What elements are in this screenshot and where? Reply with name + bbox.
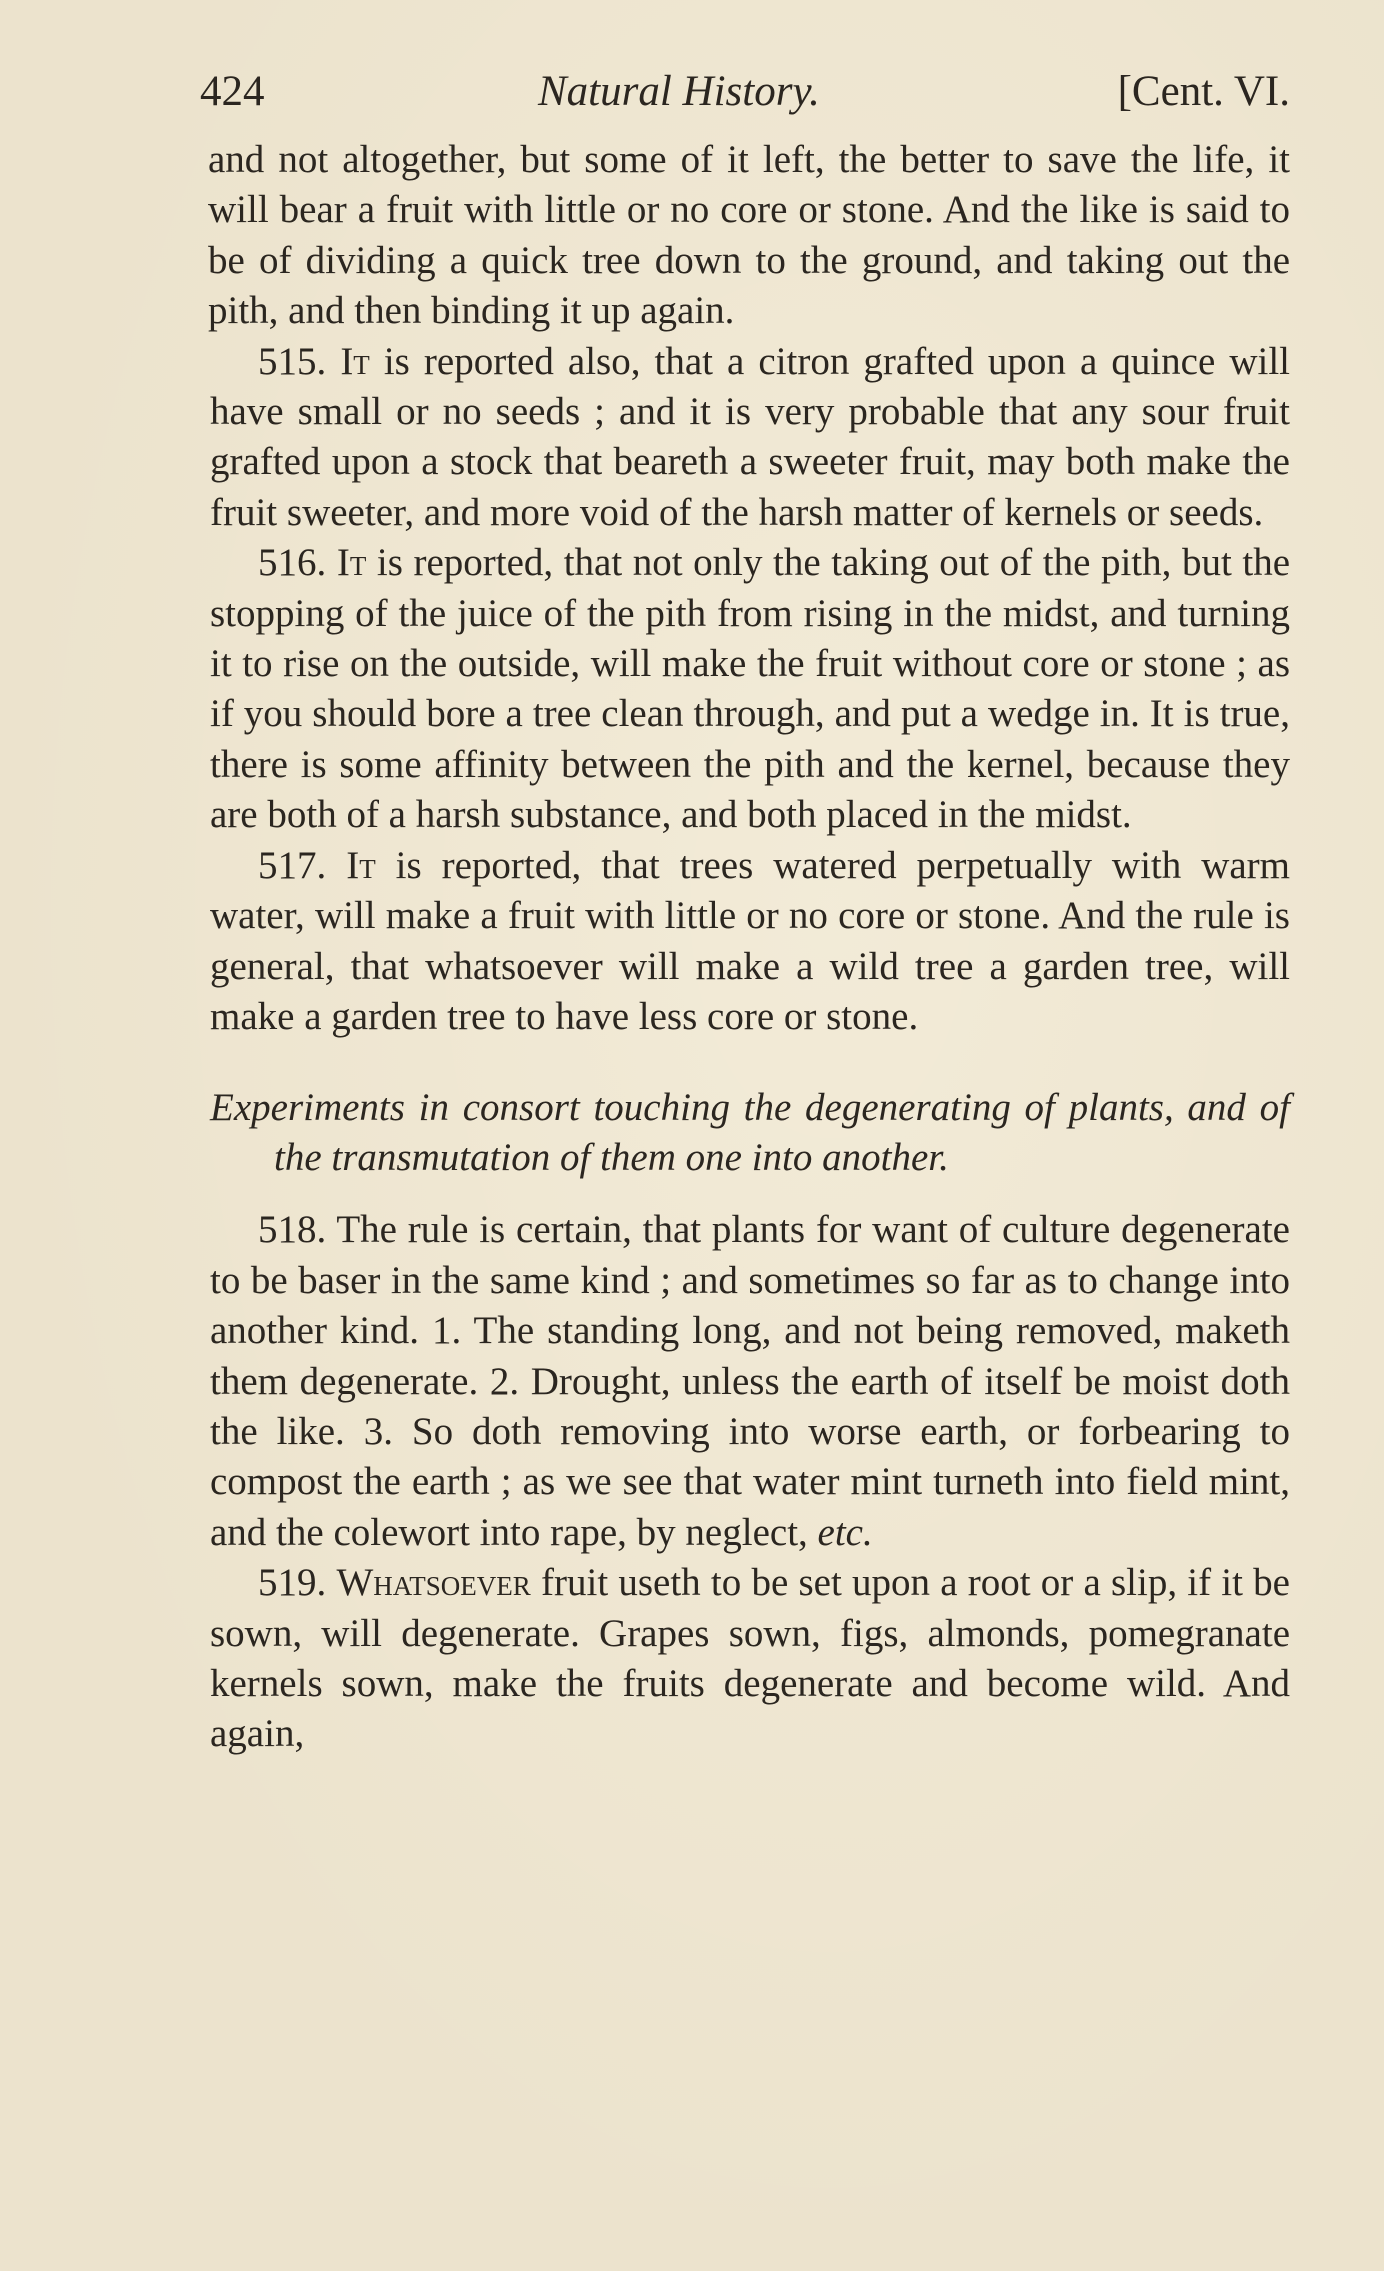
paragraph-lead: Whatsoever xyxy=(336,1561,531,1605)
section-heading: Experiments in consort touching the degenerating of plants, and of the transmutation of them one into another. xyxy=(210,1086,1290,1180)
paragraph-lead: It xyxy=(346,843,376,887)
paragraph-text: fruit useth to be set upon a root or a slip, if it be sown, will degenerate. Grapes sown, figs, almonds, pomegranate kernels sown, make the fruits degenerate and become wild. And again, xyxy=(210,1561,1290,1756)
body-text xyxy=(210,135,1290,1760)
paragraph-518 xyxy=(210,1205,1290,1558)
paragraph-continued: and not altogether, but some of it left, the better to save the life, it will bear a fruit with little or no core or stone. And the like is said to be of dividing a quick tree down to the ground, and taking out the pith, and then binding it up again. xyxy=(208,138,1290,333)
paragraph-number: 518. xyxy=(258,1208,327,1252)
page-number: 424 xyxy=(200,68,265,115)
paragraph-text: is reported also, that a citron grafted upon a quince will have small or no seeds ; and it is very probable that any sour fruit grafted upon a stock that beareth a sweeter fruit, may both make the fruit sweeter, and more void of the harsh matter of kernels or seeds. xyxy=(210,339,1290,534)
paragraph-number: 516. xyxy=(258,541,327,585)
paragraph-516 xyxy=(210,538,1290,840)
paragraph-lead: It xyxy=(340,339,370,383)
paragraph-519 xyxy=(210,1558,1290,1760)
paragraph-number: 517. xyxy=(258,843,327,887)
section-marker: [Cent. VI. xyxy=(1117,68,1290,115)
paragraph-lead: It xyxy=(336,541,367,585)
paragraph-number: 515. xyxy=(258,339,327,383)
paragraph-text: The rule is certain, that plants for want of culture degenerate to be baser in the same kind ; and sometimes so far as to change into another kind. 1. The standing long, and not being removed, maketh them degenerate. 2. Drought, unless the earth of itself be moist doth the like. 3. So doth removing into worse earth, or forbearing to compost the earth ; as we see that water mint turneth into field mint, and the colewort into rape, by neglect, xyxy=(210,1208,1290,1554)
paragraph-text: is reported, that trees watered perpetually with warm water, will make a fruit with little or no core or stone. And the rule is general, that whatsoever will make a wild tree a garden tree, will make a garden tree to have less core or stone. xyxy=(210,843,1290,1038)
paragraph-text: is reported, that not only the taking out of the pith, but the stopping of the juice of the pith from rising in the midst, and turning it to rise on the outside, will make the fruit without core or stone ; as if you should bore a tree clean through, and put a wedge in. It is true, there is some affinity between the pith and the kernel, because they are both of a harsh substance, and both placed in the midst. xyxy=(210,541,1291,837)
running-head xyxy=(200,62,1290,122)
running-title: Natural History. xyxy=(538,68,820,115)
paragraph-etc: etc. xyxy=(817,1510,873,1554)
paragraph-517 xyxy=(210,841,1290,1043)
paragraph-number: 519. xyxy=(258,1561,327,1605)
paragraph-515 xyxy=(210,337,1290,539)
